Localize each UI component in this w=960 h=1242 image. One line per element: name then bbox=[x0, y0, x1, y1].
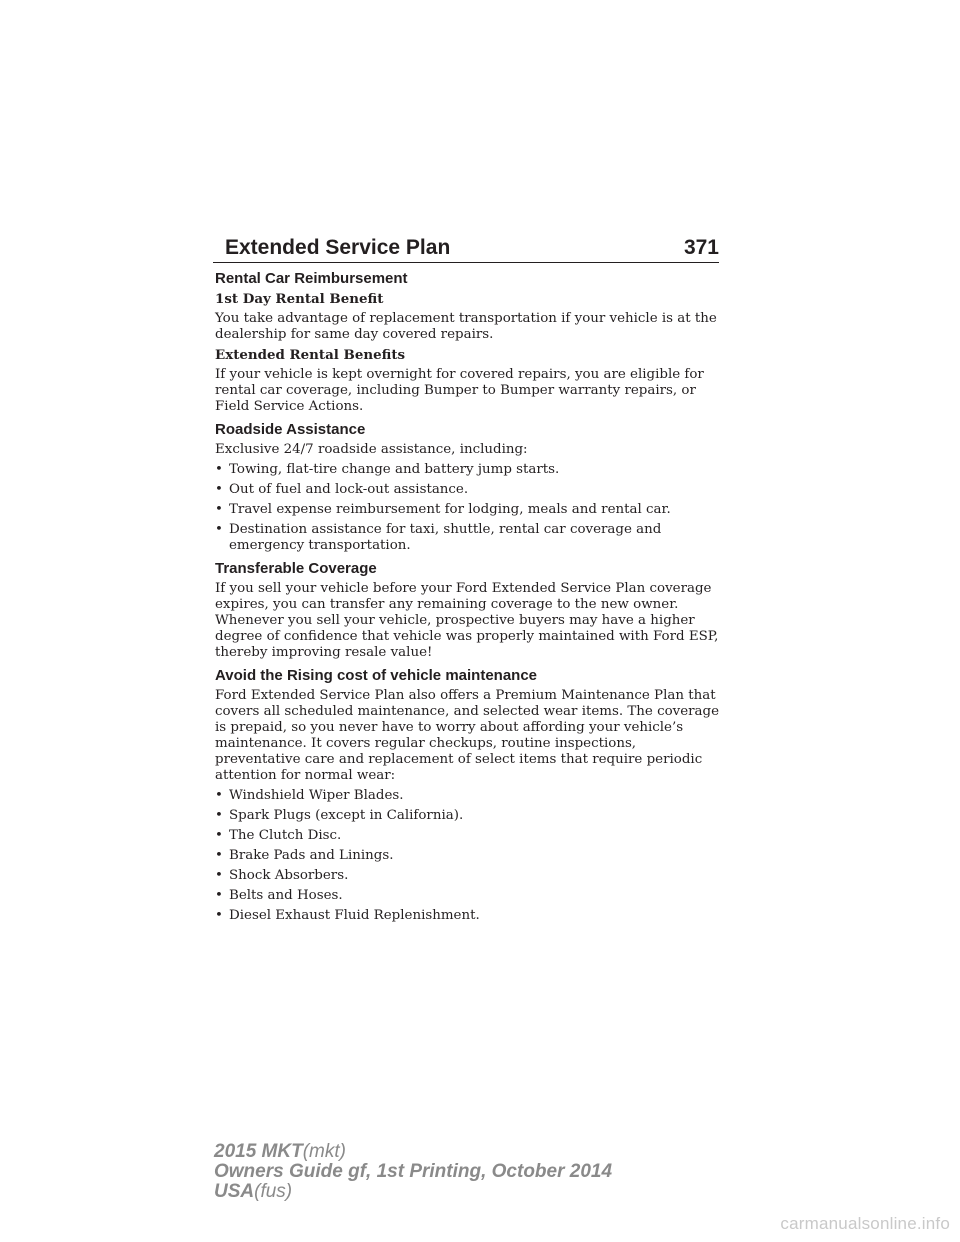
list-item: • Shock Absorbers. bbox=[215, 868, 349, 883]
maintenance-text: Ford Extended Service Plan also offers a Premium Maintenance Plan that covers all scheduled maintenance, and selected wear items. The coverage is prepaid, so you never have to worry about affording your vehicle’s maintenance. It covers regular checkups, routine inspections, preventative care and replacement of select items that require periodic attention for normal wear: bbox=[215, 688, 720, 783]
footer-line-2: Owners Guide gf, 1st Printing, October 2014 bbox=[214, 1161, 613, 1182]
page-header bbox=[213, 236, 719, 263]
roadside-intro: Exclusive 24/7 roadside assistance, including: bbox=[215, 442, 528, 457]
extended-rental-heading: Extended Rental Benefits bbox=[215, 347, 406, 363]
bullet-icon: • bbox=[215, 908, 223, 923]
footer-line-1: 2015 MKT(mkt) bbox=[214, 1141, 346, 1162]
list-item: • Spark Plugs (except in California). bbox=[215, 808, 464, 823]
page-number: 371 bbox=[683, 236, 719, 259]
transferable-heading: Transferable Coverage bbox=[215, 560, 377, 577]
maintenance-heading: Avoid the Rising cost of vehicle maintenance bbox=[215, 667, 538, 684]
list-item: • Diesel Exhaust Fluid Replenishment. bbox=[215, 908, 480, 923]
watermark: carmanualsonline.info bbox=[780, 1214, 950, 1233]
list-item: • Windshield Wiper Blades. bbox=[215, 788, 404, 803]
extended-rental-text: If your vehicle is kept overnight for covered repairs, you are eligible for rental car coverage, including Bumper to Bumper warranty repairs, or Field Service Actions. bbox=[215, 367, 704, 414]
list-item: • Travel expense reimbursement for lodging, meals and rental car. bbox=[215, 502, 671, 517]
first-day-heading: 1st Day Rental Benefit bbox=[215, 291, 384, 307]
list-item: • Towing, flat-tire change and battery jump starts. bbox=[215, 462, 560, 477]
transferable-text: If you sell your vehicle before your Ford Extended Service Plan coverage expires, you can transfer any remaining coverage to the new owner. Whenever you sell your vehicle, prospective buyers may have a higher degree of confidence that vehicle was properly maintained with Ford ESP, thereby improving resale value! bbox=[215, 581, 719, 660]
bullet-icon: • bbox=[215, 522, 223, 537]
list-item: • Brake Pads and Linings. bbox=[215, 848, 394, 863]
bullet-icon: • bbox=[215, 502, 223, 517]
list-item: • Belts and Hoses. bbox=[215, 888, 343, 903]
list-item: • Destination assistance for taxi, shuttle, rental car coverage and emergency transportation. bbox=[215, 522, 662, 553]
first-day-text: You take advantage of replacement transportation if your vehicle is at the dealership for same day covered repairs. bbox=[215, 311, 717, 342]
roadside-list bbox=[215, 462, 725, 554]
print-footer bbox=[214, 1142, 612, 1202]
bullet-icon: • bbox=[215, 888, 223, 903]
rental-heading: Rental Car Reimbursement bbox=[215, 270, 408, 287]
bullet-icon: • bbox=[215, 482, 223, 497]
bullet-icon: • bbox=[215, 462, 223, 477]
section-title: Extended Service Plan bbox=[225, 236, 451, 259]
list-item: • Out of fuel and lock-out assistance. bbox=[215, 482, 469, 497]
page-content bbox=[215, 270, 725, 928]
bullet-icon: • bbox=[215, 828, 223, 843]
roadside-heading: Roadside Assistance bbox=[215, 421, 366, 438]
footer-line-3: USA(fus) bbox=[214, 1181, 293, 1202]
bullet-icon: • bbox=[215, 848, 223, 863]
bullet-icon: • bbox=[215, 868, 223, 883]
list-item: • The Clutch Disc. bbox=[215, 828, 342, 843]
bullet-icon: • bbox=[215, 788, 223, 803]
bullet-icon: • bbox=[215, 808, 223, 823]
maintenance-list bbox=[215, 788, 725, 924]
